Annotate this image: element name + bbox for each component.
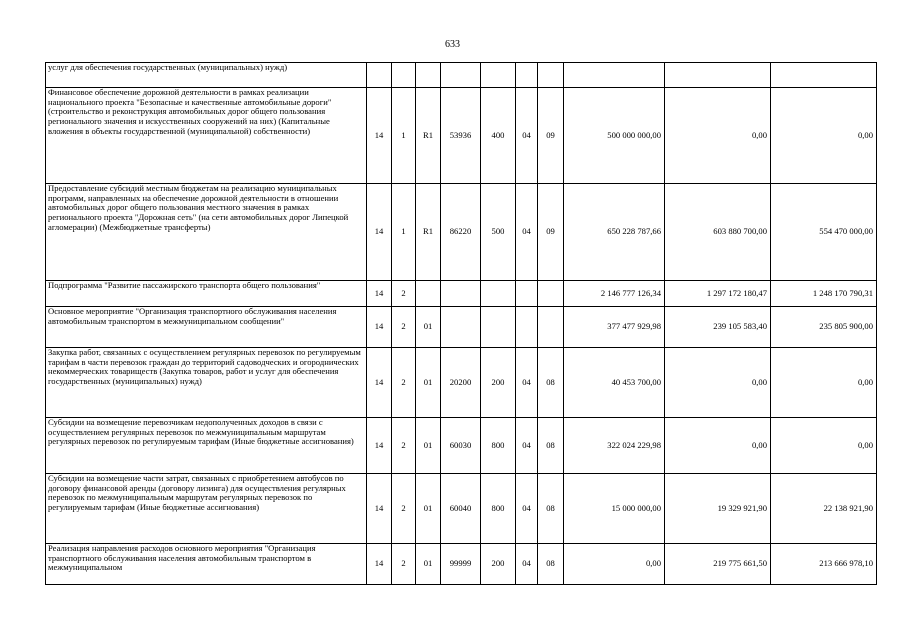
amount-year-2 (665, 63, 771, 88)
expense-type-code (481, 63, 516, 88)
main-event-code: 01 (416, 544, 441, 585)
table-row (46, 474, 877, 544)
amount-year-1 (564, 63, 665, 88)
direction-code (441, 307, 481, 348)
amount-year-1: 377 477 929,98 (564, 307, 665, 348)
main-event-code (416, 63, 441, 88)
main-event-code: 01 (416, 474, 441, 544)
ved-code: 14 (367, 307, 392, 348)
amount-year-3: 213 666 978,10 (771, 544, 877, 585)
main-event-code: 01 (416, 307, 441, 348)
amount-year-1: 40 453 700,00 (564, 348, 665, 418)
ved-code: 14 (367, 281, 392, 307)
page-number: 633 (445, 39, 460, 50)
direction-code: 99999 (441, 544, 481, 585)
amount-year-2: 19 329 921,90 (665, 474, 771, 544)
subprogram-code: 2 (392, 544, 416, 585)
expense-type-code: 400 (481, 88, 516, 184)
ved-code: 14 (367, 474, 392, 544)
direction-code: 53936 (441, 88, 481, 184)
subsection-code (538, 63, 564, 88)
main-event-code: 01 (416, 348, 441, 418)
subsection-code: 09 (538, 184, 564, 281)
row-description: Закупка работ, связанных с осуществлением регулярных перевозок по регулируемым тарифам в части перевозок граждан до территорий садоводческих и огороднических некоммерческих товариществ (Закупка товаров, работ и услуг для обеспечения государственных (муниципальных) нужд) (46, 348, 367, 418)
row-description: Субсидии на возмещение перевозчикам недополученных доходов в связи с осуществлением регулярных перевозок по межмуниципальным маршрутам регулярных перевозок по регулируемым тарифам (Иные бюджетные ассигнования) (46, 418, 367, 474)
row-description: услуг для обеспечения государственных (муниципальных) нужд) (46, 63, 367, 88)
amount-year-2: 0,00 (665, 418, 771, 474)
amount-year-2: 0,00 (665, 348, 771, 418)
subsection-code (538, 281, 564, 307)
ved-code: 14 (367, 184, 392, 281)
row-description: Финансовое обеспечение дорожной деятельности в рамках реализации национального проекта "Безопасные и качественные автомобильные дороги" (строительство и реконструкция автомобильных дорог общего пользования регионального значения и искусственных сооружений на них) (Капитальные вложения в объекты государственной (муниципальной) собственности) (46, 88, 367, 184)
amount-year-2: 0,00 (665, 88, 771, 184)
amount-year-3: 554 470 000,00 (771, 184, 877, 281)
subprogram-code: 2 (392, 474, 416, 544)
direction-code (441, 281, 481, 307)
amount-year-3 (771, 63, 877, 88)
row-description: Реализация направления расходов основного мероприятия "Организация транспортного обслуживания населения автомобильным транспортом в межмуниципальном (46, 544, 367, 585)
ved-code: 14 (367, 544, 392, 585)
amount-year-3: 235 805 900,00 (771, 307, 877, 348)
ved-code: 14 (367, 88, 392, 184)
amount-year-3: 1 248 170 790,31 (771, 281, 877, 307)
section-code: 04 (516, 544, 538, 585)
expense-type-code: 200 (481, 544, 516, 585)
main-event-code (416, 281, 441, 307)
section-code (516, 307, 538, 348)
table-row (46, 348, 877, 418)
amount-year-2: 239 105 583,40 (665, 307, 771, 348)
direction-code (441, 63, 481, 88)
row-description: Основное мероприятие "Организация транспортного обслуживания населения автомобильным транспортом в межмуниципальном сообщении" (46, 307, 367, 348)
section-code (516, 63, 538, 88)
subprogram-code: 2 (392, 418, 416, 474)
expense-type-code: 800 (481, 418, 516, 474)
row-description: Субсидии на возмещение части затрат, связанных с приобретением автобусов по договору финансовой аренды (договору лизинга) для осуществления регулярных перевозок по межмуниципальным маршрутам регулярных перевозок по регулируемым тарифам (Иные бюджетные ассигнования) (46, 474, 367, 544)
subprogram-code: 1 (392, 184, 416, 281)
amount-year-1: 2 146 777 126,34 (564, 281, 665, 307)
subprogram-code: 2 (392, 348, 416, 418)
section-code: 04 (516, 418, 538, 474)
subprogram-code: 1 (392, 88, 416, 184)
subprogram-code (392, 63, 416, 88)
row-description: Предоставление субсидий местным бюджетам на реализацию муниципальных программ, направленных на обеспечение дорожной деятельности в отношении автомобильных дорог общего пользования местного значения в рамках регионального проекта "Дорожная сеть" (на сети автомобильных дорог Липецкой агломерации) (Межбюджетные трансферты) (46, 184, 367, 281)
table-row (46, 307, 877, 348)
amount-year-2: 1 297 172 180,47 (665, 281, 771, 307)
amount-year-3: 0,00 (771, 418, 877, 474)
main-event-code: R1 (416, 184, 441, 281)
section-code: 04 (516, 184, 538, 281)
subprogram-code: 2 (392, 307, 416, 348)
amount-year-2: 219 775 661,50 (665, 544, 771, 585)
subsection-code: 09 (538, 88, 564, 184)
expense-type-code (481, 281, 516, 307)
subprogram-code: 2 (392, 281, 416, 307)
subsection-code: 08 (538, 474, 564, 544)
table-row (46, 88, 877, 184)
expense-type-code: 200 (481, 348, 516, 418)
table-row (46, 184, 877, 281)
subsection-code: 08 (538, 418, 564, 474)
main-event-code: 01 (416, 418, 441, 474)
amount-year-1: 15 000 000,00 (564, 474, 665, 544)
budget-table-body (46, 63, 877, 585)
direction-code: 60030 (441, 418, 481, 474)
amount-year-1: 650 228 787,66 (564, 184, 665, 281)
budget-table (45, 62, 877, 585)
section-code (516, 281, 538, 307)
section-code: 04 (516, 88, 538, 184)
expense-type-code (481, 307, 516, 348)
ved-code: 14 (367, 418, 392, 474)
amount-year-3: 0,00 (771, 348, 877, 418)
amount-year-1: 322 024 229,98 (564, 418, 665, 474)
expense-type-code: 500 (481, 184, 516, 281)
section-code: 04 (516, 348, 538, 418)
ved-code (367, 63, 392, 88)
direction-code: 20200 (441, 348, 481, 418)
section-code: 04 (516, 474, 538, 544)
amount-year-2: 603 880 700,00 (665, 184, 771, 281)
table-row (46, 63, 877, 88)
expense-type-code: 800 (481, 474, 516, 544)
amount-year-1: 500 000 000,00 (564, 88, 665, 184)
main-event-code: R1 (416, 88, 441, 184)
direction-code: 60040 (441, 474, 481, 544)
ved-code: 14 (367, 348, 392, 418)
amount-year-3: 22 138 921,90 (771, 474, 877, 544)
table-row (46, 544, 877, 585)
amount-year-3: 0,00 (771, 88, 877, 184)
subsection-code: 08 (538, 348, 564, 418)
subsection-code: 08 (538, 544, 564, 585)
subsection-code (538, 307, 564, 348)
table-row (46, 281, 877, 307)
direction-code: 86220 (441, 184, 481, 281)
table-row (46, 418, 877, 474)
row-description: Подпрограмма "Развитие пассажирского транспорта общего пользования" (46, 281, 367, 307)
amount-year-1: 0,00 (564, 544, 665, 585)
